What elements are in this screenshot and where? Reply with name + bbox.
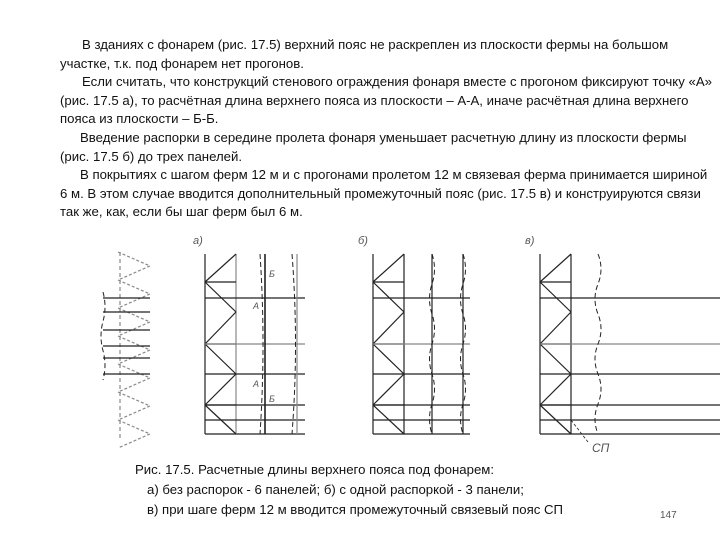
diagonal	[373, 312, 404, 344]
diagonal	[205, 344, 236, 374]
sketch-curve	[101, 292, 105, 380]
sketch-diag	[118, 364, 150, 378]
paragraph-4: В покрытиях с шагом ферм 12 м и с прогонами пролетом 12 м связевая ферма принимается шириной 6 м. В этом случае вводится дополнительный промежуточный пояс (рис. 17.5 в) и конструируются связи так же, как, если бы шаг ферм был 6 м.	[60, 167, 708, 220]
diagonal	[205, 254, 236, 282]
paragraph-3: Введение распорки в середине пролета фонаря уменьшает расчетную длину из плоскости фермы (рис. 17.5 б) до трех панелей.	[60, 129, 687, 164]
label-point-a-top: А	[253, 301, 260, 311]
diagonal	[540, 374, 571, 405]
body-text	[60, 36, 712, 222]
sketch-diag	[118, 308, 150, 322]
diagonal	[540, 344, 571, 374]
label-sp: СП	[592, 441, 610, 455]
diagonal	[205, 312, 236, 344]
paragraph-1: В зданиях с фонарем (рис. 17.5) верхний пояс не раскреплен из плоскости фермы на большом участке, т.к. под фонарем нет прогонов.	[60, 37, 669, 71]
label-point-b-bottom: Б	[269, 394, 275, 404]
sketch-diag	[118, 378, 150, 392]
figure-caption	[135, 460, 563, 520]
diagonal	[373, 254, 404, 282]
diagonal	[205, 374, 236, 405]
diagonal	[205, 282, 236, 312]
caption-line-1: а) без распорок - 6 панелей; б) с одной распоркой - 3 панели;	[147, 482, 524, 497]
label-point-b-top: Б	[269, 269, 275, 279]
sketch-diag	[118, 294, 150, 308]
caption-title: Рис. 17.5. Расчетные длины верхнего пояса под фонарем:	[135, 462, 495, 477]
leader-line	[571, 420, 588, 442]
sketch-diag	[118, 336, 150, 350]
sketch-diag	[118, 434, 150, 448]
diagonal	[540, 254, 571, 282]
diagonal	[373, 374, 404, 405]
sketch-diag	[118, 420, 150, 434]
sketch-diag	[118, 392, 150, 406]
sketch-diag	[118, 266, 150, 280]
sketch-diag	[118, 280, 150, 294]
diagonal	[540, 312, 571, 344]
label-point-a-bottom: А	[253, 379, 260, 389]
sketch-diag	[118, 252, 150, 266]
figure-17-5	[0, 230, 720, 460]
label-c: в)	[525, 235, 535, 247]
caption-line-2: в) при шаге ферм 12 м вводится промежуточный связевый пояс СП	[147, 502, 564, 517]
page-number: 147	[660, 510, 677, 521]
paragraph-2: Если считать, что конструкций стенового ограждения фонаря вместе с прогоном фиксируют точку «А» (рис. 17.5 а), то расчётная длина верхнего пояса из плоскости – А-А, иначе расчётная длина верхнего пояса из плоскости – Б-Б.	[60, 74, 712, 127]
sketch-diag	[118, 322, 150, 336]
label-b: б)	[358, 235, 368, 247]
sketch-diag	[118, 350, 150, 364]
label-a: а)	[193, 235, 203, 247]
diagonal	[373, 344, 404, 374]
diagonal	[540, 282, 571, 312]
sketch-diag	[118, 406, 150, 420]
diagonal	[373, 282, 404, 312]
